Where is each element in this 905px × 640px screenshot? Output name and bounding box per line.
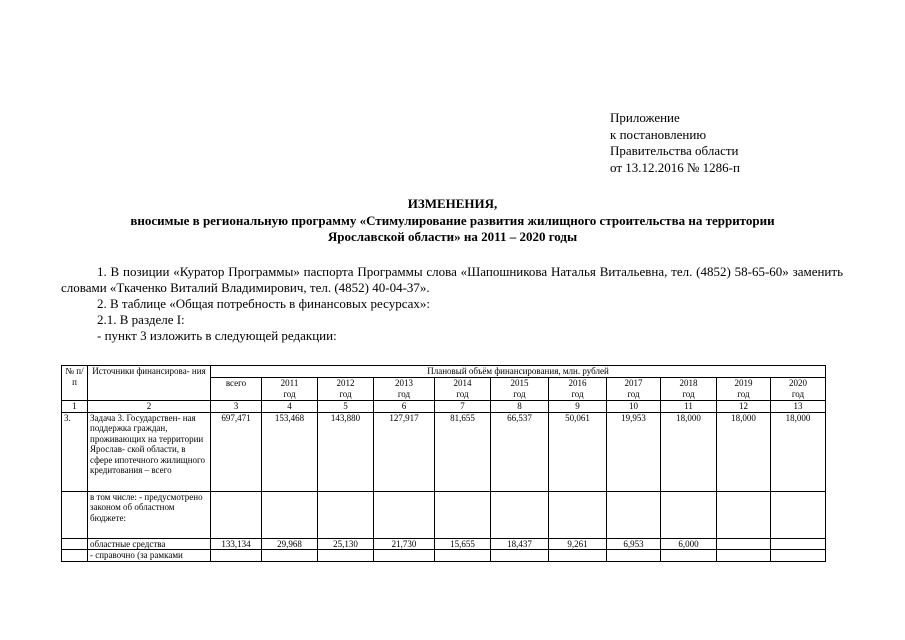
value-cell: 133,134 [211, 538, 262, 550]
paragraph: 1. В позиции «Куратор Программы» паспорта Программы слова «Шапошникова Наталья Витальевна, тел. (4852) 58-65-60» заменить словами «Ткаченко Виталий Владимирович, тел. (4852) 40-04-37». [61, 264, 843, 295]
table-header-row [62, 366, 826, 378]
year-header-cell [717, 378, 771, 401]
value-cell: 6,953 [607, 538, 661, 550]
value-cell [549, 491, 607, 538]
year-word: год [682, 388, 695, 399]
value-cell: 25,130 [318, 538, 374, 550]
year-value: 2015 [510, 378, 529, 388]
year-value: 2013 [395, 378, 413, 388]
column-number-cell: 1 [62, 401, 88, 413]
year-word: год [571, 388, 584, 399]
value-cell: 18,437 [491, 538, 549, 550]
row-label-cell: областные средства [88, 538, 211, 550]
column-number-cell: 10 [607, 401, 661, 413]
year-word: год [397, 388, 411, 399]
value-cell [771, 491, 826, 538]
year-word: год [791, 388, 805, 399]
year-value: 2016 [568, 378, 587, 388]
year-header-cell [607, 378, 661, 401]
table-row [62, 412, 826, 491]
year-header-cell [661, 378, 717, 401]
year-value: 2019 [734, 378, 753, 388]
value-cell [211, 550, 262, 562]
column-number-cell: 2 [88, 401, 211, 413]
year-word: год [456, 388, 469, 399]
year-word: год [737, 388, 750, 399]
year-value: 2018 [679, 378, 698, 388]
year-value: 2012 [336, 378, 355, 388]
value-cell: 18,000 [771, 412, 826, 491]
value-cell [491, 491, 549, 538]
heading-title: ИЗМЕНЕНИЯ, [407, 196, 498, 211]
column-number-cell: 13 [771, 401, 826, 413]
empty-cell [62, 491, 88, 538]
financing-table [61, 365, 826, 562]
year-value: 2014 [453, 378, 472, 388]
value-cell [262, 550, 318, 562]
value-cell [374, 491, 435, 538]
year-header-cell [374, 378, 435, 401]
value-cell [771, 538, 826, 550]
column-number-cell: 7 [435, 401, 491, 413]
header-num-cell: № п/п [62, 366, 88, 401]
table-row [62, 491, 826, 538]
value-cell: 15,655 [435, 538, 491, 550]
heading-subtitle-line: вносимые в региональную программу «Стимулирование развития жилищного строительства на территории [130, 212, 775, 228]
appendix-line: от 13.12.2016 № 1286-п [610, 159, 740, 175]
column-number-cell: 3 [211, 401, 262, 413]
row-label-cell: в том числе: - предусмотрено законом об областном бюджете: [88, 491, 211, 538]
value-cell [607, 491, 661, 538]
value-cell: 697,471 [211, 412, 262, 491]
column-number-cell: 12 [717, 401, 771, 413]
header-source-cell: Источники финансирова- ния [88, 366, 211, 401]
value-cell [435, 550, 491, 562]
value-cell: 9,261 [549, 538, 607, 550]
appendix-line: к постановлению [610, 126, 707, 142]
year-value: 2020 [789, 378, 807, 388]
value-cell: 6,000 [661, 538, 717, 550]
row-num-cell: 3. [62, 412, 88, 491]
empty-cell [62, 550, 88, 562]
row-label-cell: - справочно (за рамками [88, 550, 211, 562]
year-value: 2011 [280, 378, 299, 388]
value-cell: 18,000 [661, 412, 717, 491]
value-cell [374, 550, 435, 562]
column-number-cell: 4 [262, 401, 318, 413]
year-header-cell [549, 378, 607, 401]
paragraph: 2.1. В разделе I: [97, 312, 185, 327]
value-cell: 21,730 [374, 538, 435, 550]
value-cell [211, 491, 262, 538]
value-cell [491, 550, 549, 562]
value-cell: 81,655 [435, 412, 491, 491]
value-cell [318, 491, 374, 538]
empty-cell [62, 538, 88, 550]
document-heading [40, 196, 865, 246]
appendix-line: Правительства области [610, 143, 739, 158]
value-cell: 18,000 [717, 412, 771, 491]
header-plan-cell: Плановый объём финансирования, млн. рублей [211, 366, 826, 378]
year-value: 2017 [624, 378, 643, 388]
column-number-cell: 11 [661, 401, 717, 413]
appendix-line: Приложение [610, 110, 680, 125]
value-cell [661, 491, 717, 538]
value-cell: 66,537 [491, 412, 549, 491]
table-row [62, 550, 826, 562]
year-header-cell [771, 378, 826, 401]
column-number-cell: 6 [374, 401, 435, 413]
value-cell [717, 538, 771, 550]
column-number-cell: 5 [318, 401, 374, 413]
year-header-cell [435, 378, 491, 401]
year-header-cell [491, 378, 549, 401]
value-cell: 143,880 [318, 412, 374, 491]
appendix-block [610, 110, 740, 176]
table-column-numbers-row [62, 401, 826, 413]
value-cell: 153,468 [262, 412, 318, 491]
value-cell [318, 550, 374, 562]
year-header-cell [262, 378, 318, 401]
value-cell [717, 550, 771, 562]
paragraph: - пункт 3 изложить в следующей редакции: [97, 328, 337, 343]
year-header-cell [318, 378, 374, 401]
paragraph: 2. В таблице «Общая потребность в финансовых ресурсах»: [97, 296, 431, 311]
header-total-cell: всего [211, 378, 262, 401]
row-label-cell: Задача 3. Государствен- ная поддержка граждан, проживающих на территории Ярослав- ской области, в сфере ипотечного жилищного кредитования – всего [88, 412, 211, 491]
value-cell: 50,061 [549, 412, 607, 491]
value-cell: 29,968 [262, 538, 318, 550]
column-number-cell: 8 [491, 401, 549, 413]
column-number-cell: 9 [549, 401, 607, 413]
value-cell [549, 550, 607, 562]
year-word: год [627, 388, 640, 399]
paragraphs-block [61, 264, 843, 344]
value-cell [771, 550, 826, 562]
value-cell [661, 550, 717, 562]
value-cell [262, 491, 318, 538]
year-word: год [283, 388, 296, 399]
year-word: год [339, 388, 352, 399]
heading-subtitle-line: Ярославской области» на 2011 – 2020 годы [327, 229, 578, 244]
value-cell [435, 491, 491, 538]
value-cell [717, 491, 771, 538]
value-cell: 127,917 [374, 412, 435, 491]
year-word: год [513, 388, 526, 399]
value-cell: 19,953 [607, 412, 661, 491]
value-cell [607, 550, 661, 562]
table-row [62, 538, 826, 550]
